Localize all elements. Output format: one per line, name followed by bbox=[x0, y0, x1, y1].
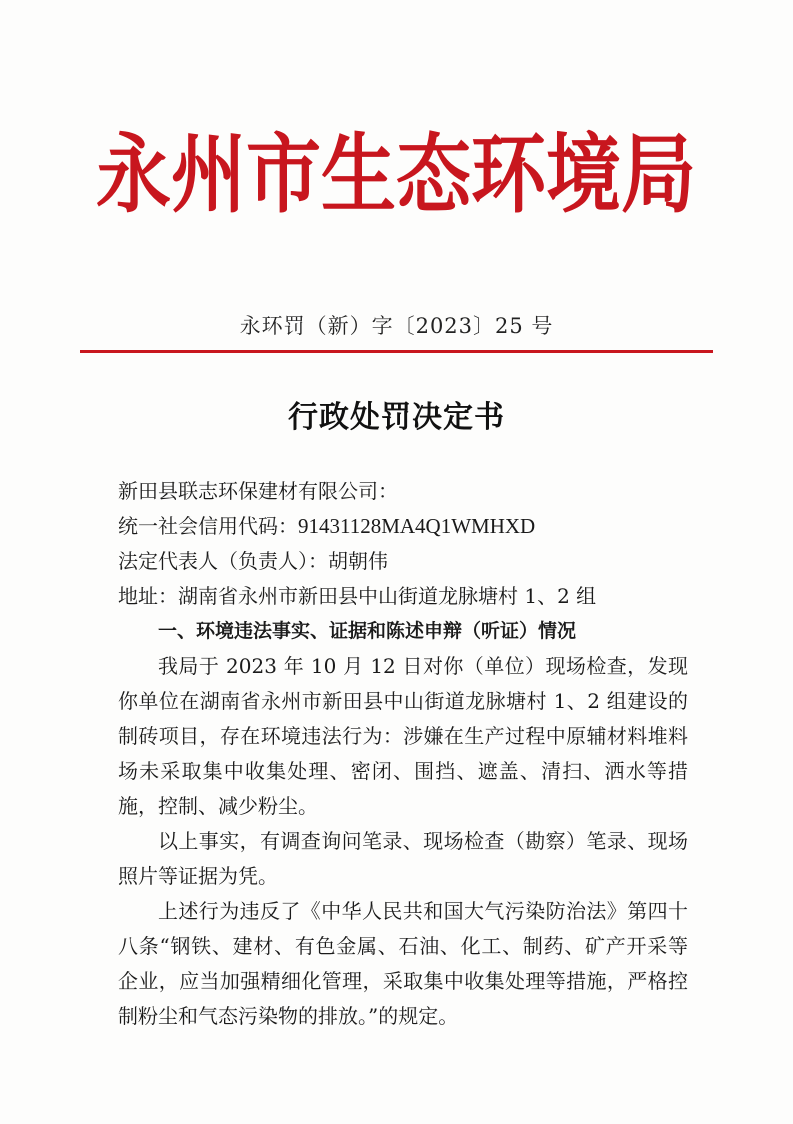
document-body bbox=[118, 474, 688, 1034]
paragraph-legal-basis: 上述行为违反了《中华人民共和国大气污染防治法》第四十八条“钢铁、建材、有色金属、石油、化工、制药、矿产开采等企业，应当加强精细化管理，采取集中收集处理等措施，严格控制粉尘和气态污染物的排放。”的规定。 bbox=[118, 899, 688, 1028]
party-name: 新田县联志环保建材有限公司： bbox=[118, 479, 398, 503]
document-number: 永环罚（新）字〔2023〕25 号 bbox=[239, 314, 554, 338]
agency-letterhead-svg bbox=[0, 118, 793, 228]
red-divider-rule bbox=[80, 350, 713, 353]
party-address: 地址：湖南省永州市新田县中山街道龙脉塘村 1、2 组 bbox=[118, 584, 597, 608]
legal-representative: 法定代表人（负责人）：胡朝伟 bbox=[118, 549, 388, 573]
credit-code-value: 91431128MA4Q1WMHXD bbox=[298, 514, 536, 538]
document-title: 行政处罚决定书 bbox=[288, 400, 505, 435]
agency-letterhead bbox=[0, 118, 793, 228]
credit-code-label: 统一社会信用代码： bbox=[118, 514, 298, 538]
section-heading: 一、环境违法事实、证据和陈述申辩（听证）情况 bbox=[158, 620, 577, 642]
paragraph-evidence: 以上事实，有调查询问笔录、现场检查（勘察）笔录、现场照片等证据为凭。 bbox=[118, 829, 688, 888]
paragraph-inspection-findings: 我局于 2023 年 10 月 12 日对你（单位）现场检查，发现你单位在湖南省永州市新田县中山街道龙脉塘村 1、2 组建设的制砖项目，存在环境违法行为：涉嫌在生产过程中原辅材料堆料场未采取集中收集处理、密闭、围挡、遮盖、清扫、洒水等措施，控制、减少粉尘。 bbox=[118, 654, 688, 818]
agency-name: 永州市生态环境局 bbox=[96, 125, 696, 225]
credit-code-line bbox=[118, 509, 688, 544]
